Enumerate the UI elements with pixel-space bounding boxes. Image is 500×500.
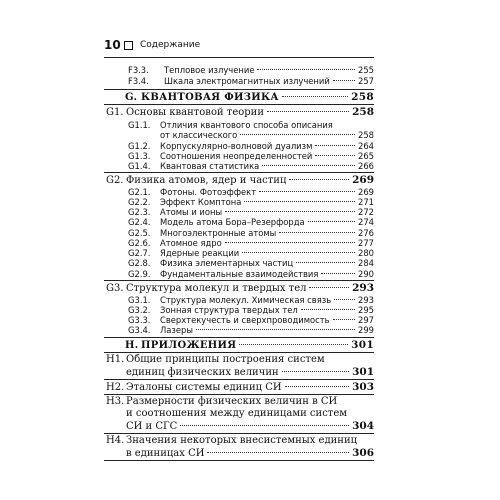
entry-page: 301 (351, 339, 374, 351)
entry-code: G2.6. (128, 238, 151, 248)
leader-dots (262, 165, 355, 166)
toc-chapter[interactable] (106, 282, 374, 294)
entry-page: 276 (358, 228, 374, 238)
entry-code: G1. (106, 107, 124, 118)
toc-part-heading[interactable] (125, 339, 374, 351)
toc-part-heading[interactable] (125, 91, 374, 103)
toc-chapter-continuation[interactable] (126, 408, 374, 419)
entry-code: H1. (106, 354, 125, 365)
toc-entry[interactable] (128, 238, 374, 248)
page-number: 10 (104, 38, 121, 52)
entry-code: G2.5. (128, 228, 151, 238)
header-title: Содержание (140, 40, 201, 50)
entry-code: F3.4. (128, 76, 149, 86)
entry-title: Лазеры (160, 325, 193, 335)
leader-dots (296, 262, 355, 263)
entry-code: G2.4. (128, 217, 151, 227)
toc-entry[interactable] (128, 161, 374, 171)
entry-title: Фундаментальные взаимодействия (160, 269, 319, 279)
entry-title: Физика элементарных частиц (160, 258, 294, 268)
toc-entry[interactable] (128, 197, 374, 207)
entry-page: 258 (351, 91, 374, 103)
entry-page: 269 (352, 174, 374, 186)
section-separator (104, 394, 374, 395)
leader-dots (257, 69, 355, 70)
entry-page: 255 (358, 65, 374, 75)
entry-code: G2.1. (128, 187, 151, 197)
entry-title-line-2: от классического (160, 130, 238, 140)
entry-page: 293 (352, 282, 374, 294)
leader-dots (333, 80, 355, 81)
toc-chapter-continuation[interactable] (126, 366, 374, 378)
leader-dots (309, 287, 349, 288)
entry-page: 295 (358, 305, 374, 315)
entry-code: G2.3. (128, 207, 151, 217)
entry-code: G2.2. (128, 197, 151, 207)
entry-title-line-2: единиц физических величин (126, 367, 279, 378)
entry-code: H. (125, 340, 139, 351)
entry-code: F3.3. (128, 65, 149, 75)
leader-dots (259, 191, 355, 192)
toc-chapter[interactable] (106, 106, 374, 118)
entry-title: Структура молекул. Химическая связь (160, 295, 332, 305)
entry-code: G2.7. (128, 248, 151, 258)
entry-code: G1.2. (128, 141, 151, 151)
entry-title: Эффект Комптона (160, 197, 242, 207)
entry-title-line-3: СИ и СГС (126, 421, 178, 432)
toc-chapter[interactable] (106, 174, 374, 186)
section-separator (104, 89, 374, 90)
entry-page: 303 (352, 381, 374, 393)
entry-code: G3.1. (128, 295, 151, 305)
entry-code: H2. (106, 382, 125, 393)
entry-title: Сверхтекучесть и сверхпроводимость (160, 315, 330, 325)
entry-title: Шкала электромагнитных излучений (164, 76, 330, 86)
toc-entry[interactable] (128, 120, 374, 130)
entry-page: 271 (358, 197, 374, 207)
section-separator (104, 460, 374, 461)
section-separator (104, 352, 374, 353)
leader-dots (244, 201, 355, 202)
section-separator (104, 172, 374, 173)
leader-dots (308, 221, 355, 222)
entry-code: G1.3. (128, 151, 151, 161)
entry-code: G3.2. (128, 305, 151, 315)
toc-entry[interactable] (128, 295, 374, 305)
toc-entry[interactable] (128, 65, 374, 75)
section-separator (104, 280, 374, 281)
leader-dots (289, 179, 349, 180)
leader-dots (240, 134, 355, 135)
entry-page: 301 (352, 366, 374, 378)
entry-title: ПРИЛОЖЕНИЯ (141, 340, 237, 351)
toc-chapter-continuation[interactable] (126, 447, 374, 459)
toc-chapter[interactable] (106, 435, 374, 446)
entry-code: G3. (106, 283, 124, 294)
entry-title: Общие принципы построения систем (126, 354, 325, 365)
entry-title: КВАНТОВАЯ ФИЗИКА (141, 92, 279, 103)
entry-page: 258 (358, 130, 374, 140)
entry-code: G. (125, 92, 138, 103)
entry-title: Корпускулярно-волновой дуализм (160, 141, 313, 151)
entry-title: Основы квантовой теории (126, 107, 265, 118)
entry-title: Отличия квантового способа описания (160, 120, 333, 130)
leader-dots (242, 252, 355, 253)
entry-page: 272 (358, 207, 374, 217)
entry-code: G1.1. (128, 120, 151, 130)
leader-dots (196, 329, 355, 330)
entry-title-line-2: и соотношения между единицами систем (126, 408, 348, 419)
entry-code: G2. (106, 175, 124, 186)
section-separator (104, 379, 374, 380)
entry-code: G3.4. (128, 325, 151, 335)
leader-dots (239, 344, 348, 345)
entry-title: Тепловое излучение (164, 65, 255, 75)
leader-dots (334, 299, 355, 300)
entry-page: 299 (358, 325, 374, 335)
toc-entry[interactable] (128, 258, 374, 268)
toc-entry[interactable] (128, 217, 374, 227)
entry-title: Зонная структура твердых тел (160, 305, 298, 315)
toc-chapter-continuation[interactable] (126, 420, 374, 432)
toc-entry[interactable] (128, 325, 374, 335)
leader-dots (282, 371, 349, 372)
entry-code: G2.9. (128, 269, 151, 279)
toc-chapter[interactable] (106, 354, 374, 365)
entry-page: 257 (358, 76, 374, 86)
leader-dots (315, 155, 355, 156)
entry-title: Структура молекул и твердых тел (126, 283, 307, 294)
section-separator (104, 104, 374, 105)
toc-entry[interactable] (128, 151, 374, 161)
leader-dots (315, 145, 355, 146)
entry-title: Фотоны. Фотоэффект (160, 187, 257, 197)
toc-entry[interactable] (128, 248, 374, 258)
entry-code: G1.4. (128, 161, 151, 171)
leader-dots (207, 452, 349, 453)
entry-page: 290 (358, 269, 374, 279)
entry-page: 266 (358, 161, 374, 171)
entry-title: Эталоны системы единиц СИ (126, 382, 282, 393)
toc-entry[interactable] (128, 76, 374, 86)
toc-chapter[interactable] (106, 396, 374, 407)
toc-entry[interactable] (128, 228, 374, 238)
entry-title: Многоэлектронные атомы (160, 228, 277, 238)
toc-entry[interactable] (128, 141, 374, 151)
entry-title: Размерности физических величин в СИ (126, 396, 338, 407)
entry-page: 264 (358, 141, 374, 151)
leader-dots (282, 96, 348, 97)
leader-dots (180, 425, 349, 426)
entry-page: 284 (358, 258, 374, 268)
toc-entry[interactable] (128, 187, 374, 197)
entry-code: G3.3. (128, 315, 151, 325)
entry-code: H4. (106, 435, 125, 446)
leader-dots (333, 319, 355, 320)
entry-page: 293 (358, 295, 374, 305)
entry-code: G2.8. (128, 258, 151, 268)
entry-page: 277 (358, 238, 374, 248)
entry-title: Физика атомов, ядер и частиц (126, 175, 287, 186)
leader-dots (225, 211, 355, 212)
entry-page: 304 (352, 420, 374, 432)
toc-chapter[interactable] (106, 381, 374, 393)
section-separator (104, 337, 374, 338)
entry-title-line-2: в единицах СИ (126, 448, 205, 459)
entry-code: H3. (106, 396, 125, 407)
entry-title: Значения некоторых внесистемных единиц (126, 435, 358, 446)
toc-entry[interactable] (128, 269, 374, 279)
toc-entry[interactable] (128, 207, 374, 217)
entry-title: Атомное ядро (160, 238, 222, 248)
entry-page: 258 (352, 106, 374, 118)
section-separator (104, 433, 374, 434)
toc-entry[interactable] (128, 315, 374, 325)
entry-page: 269 (358, 187, 374, 197)
entry-page: 265 (358, 151, 374, 161)
leader-dots (267, 111, 349, 112)
leader-dots (301, 309, 355, 310)
entry-title: Соотношения неопределенностей (160, 151, 313, 161)
entry-page: 297 (358, 315, 374, 325)
entry-title: Квантовая статистика (160, 161, 260, 171)
entry-page: 306 (352, 447, 374, 459)
entry-page: 280 (358, 248, 374, 258)
entry-title: Ядерные реакции (160, 248, 240, 258)
leader-dots (285, 386, 349, 387)
leader-dots (225, 242, 355, 243)
entry-title: Модель атома Бора–Резерфорда (160, 217, 305, 227)
entry-title: Атомы и ионы (160, 207, 223, 217)
toc-entry-continuation[interactable] (160, 130, 374, 140)
leader-dots (279, 232, 355, 233)
leader-dots (321, 273, 355, 274)
toc-entry[interactable] (128, 305, 374, 315)
entry-page: 274 (358, 217, 374, 227)
